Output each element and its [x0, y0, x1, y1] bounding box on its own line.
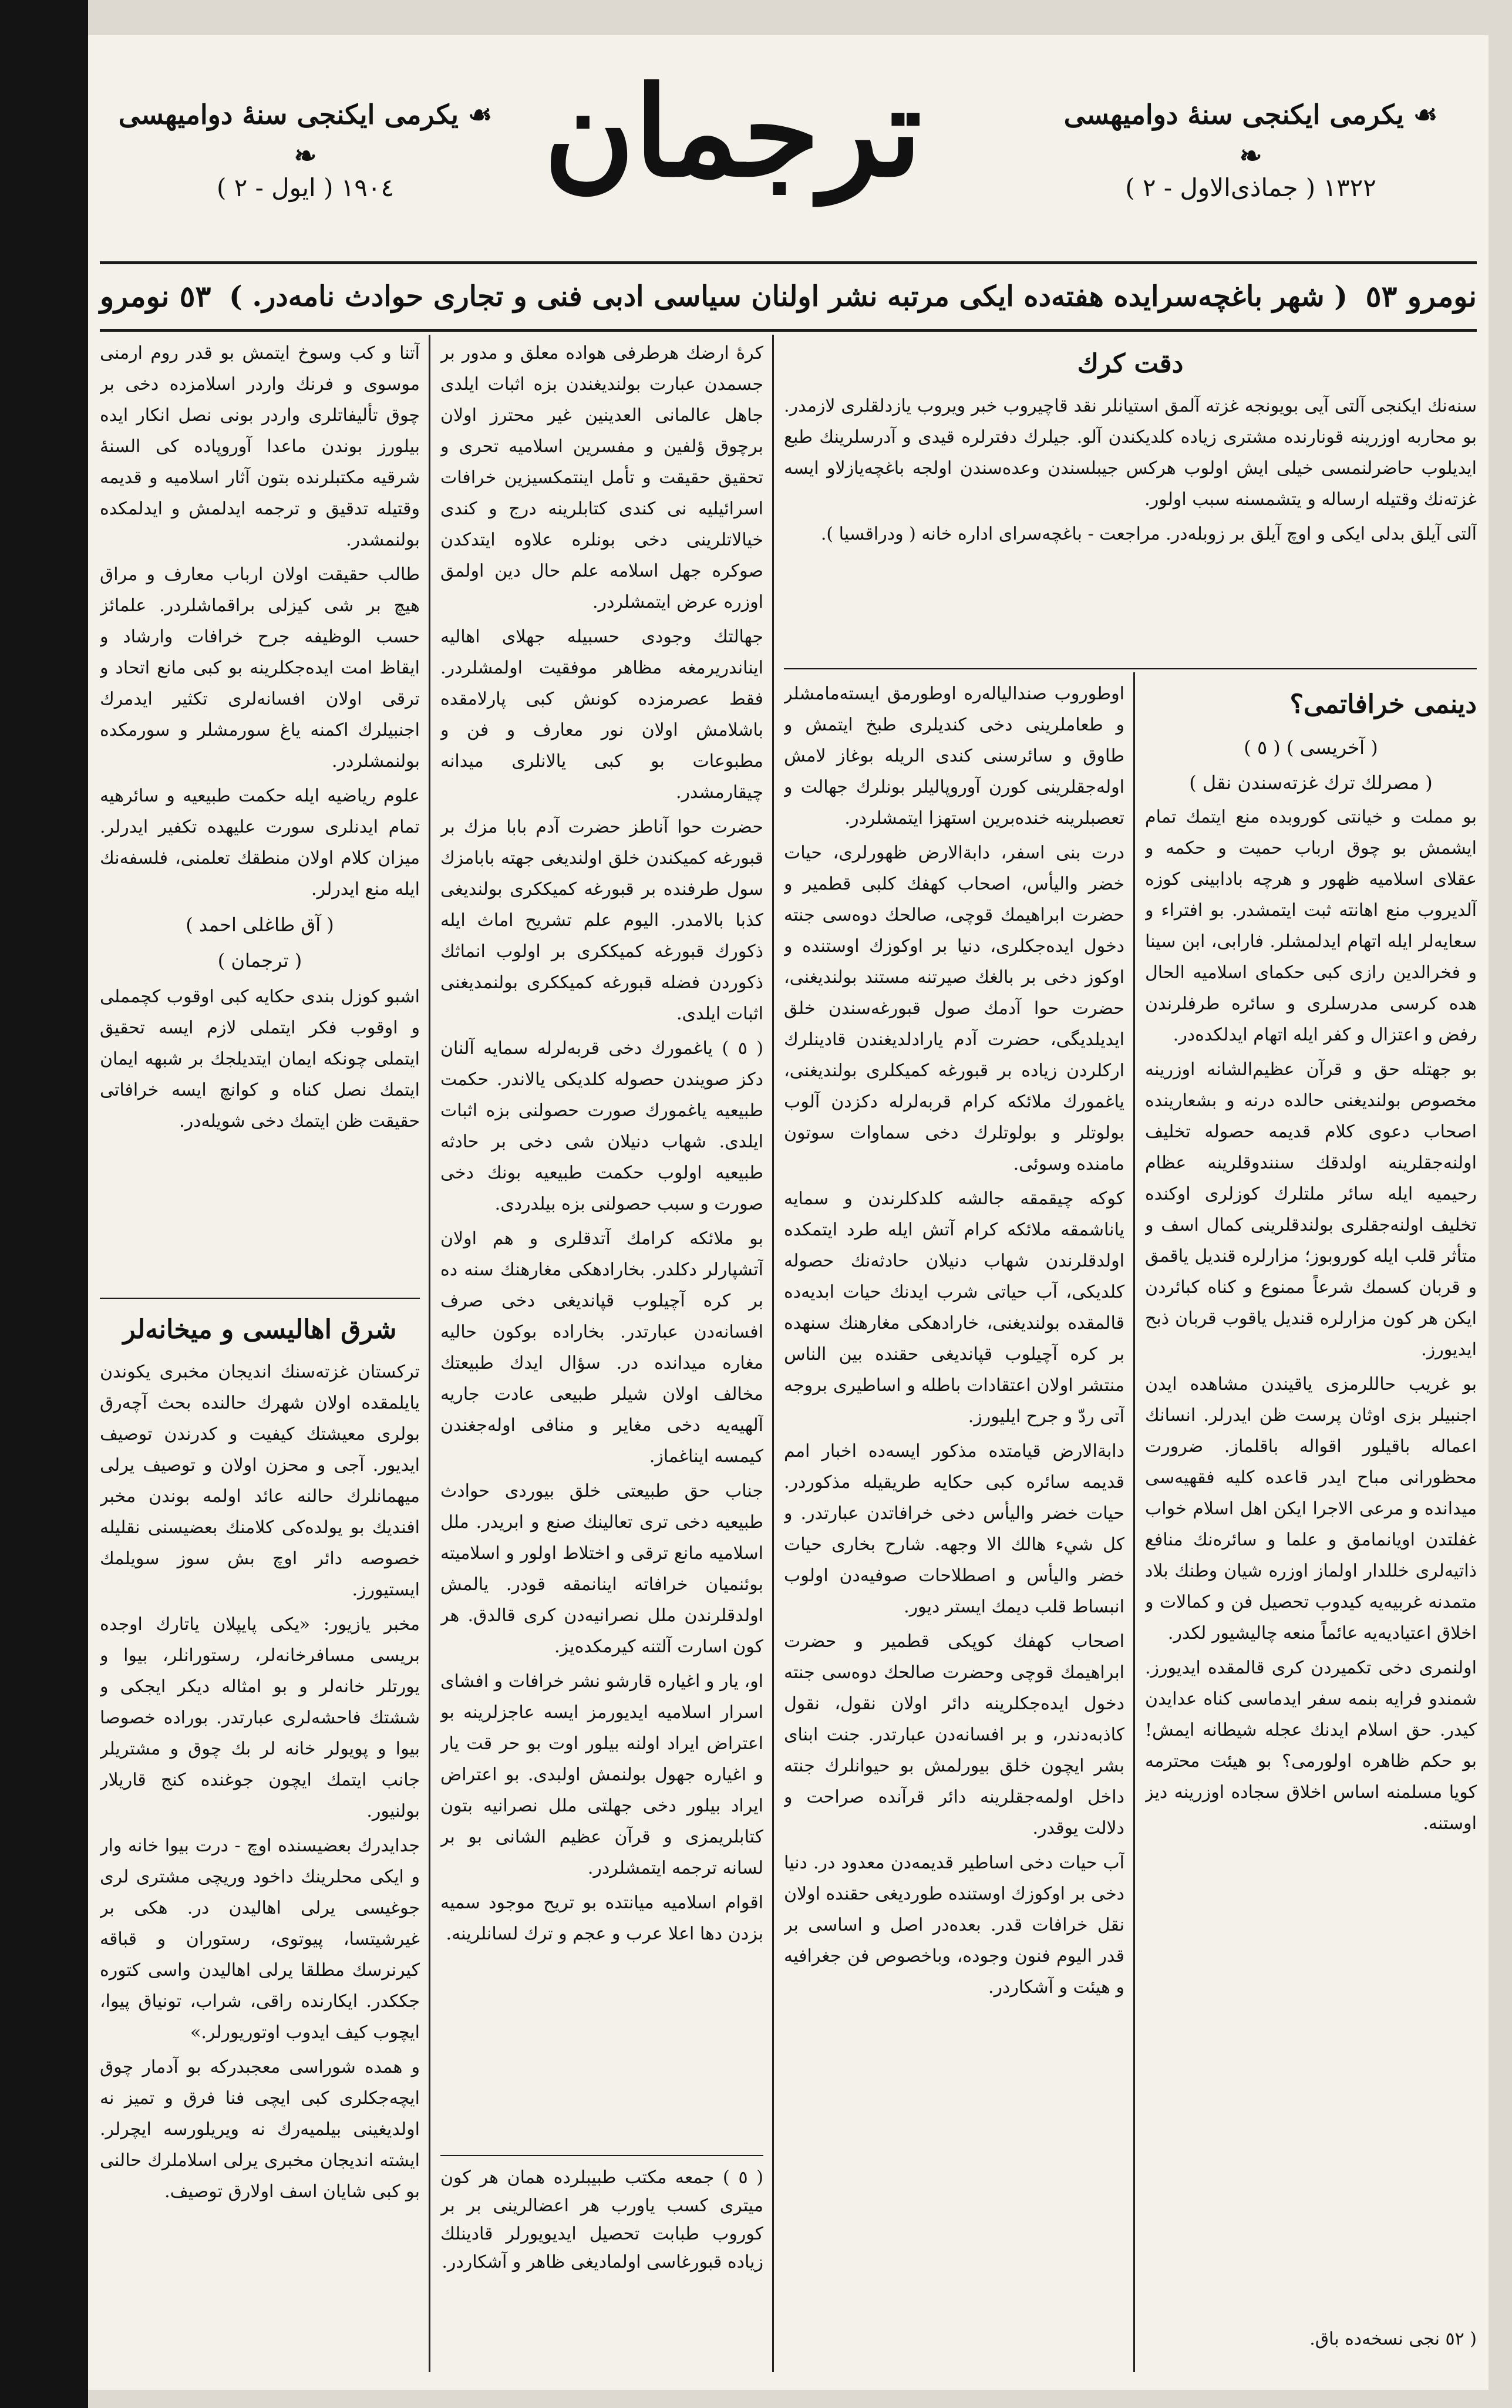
date-gregorian: ١٩٠٤ ( ايول - ٢ )	[216, 173, 395, 202]
column-rule	[1133, 672, 1135, 2372]
masthead-rule	[100, 261, 1477, 264]
issue-number-left: ٥٣ نومرو	[100, 279, 211, 314]
notice-box	[784, 338, 1477, 664]
article-paragraph: بو ملائكه كرامك آتدقلرى و هم اولان آتشپارلر دكلدر. بخارادهكى مغارهنك سنه ده بر كره آچيلوب قپانديغى دخى صرف افسانه‌دن عبارتدر. بخاراده بوكون حاليه مغاره ميدانده در. سؤال ايدك طبيعتك مخالف اولان شيلر طبيعى عادت جاريه آلهيه‌يه دخى مغاير و منافى اوله‌جغندن كيمسه ايناغماز.	[440, 1228, 763, 1467]
notice-rule	[784, 668, 1477, 669]
article-paragraph: او، يار و اغياره قارشو نشر خرافات و افشاى اسرار اسلاميه ايديورمز ايسه عاجزلرينه بو اعتراض ايراد اولنه بيلور اوت بو حر قت يار و اغياره جهول بولنمش اولبدى. بو اعتراض ايراد بيلور دخى جهلتى ملل نصرانيه بتون كتابلريمزى و قرآن عظيم الشانى بو بر لسانه ترجمه ايتمشلردر.	[440, 1671, 763, 1878]
scan-border	[0, 0, 88, 2408]
article-subheading: ( آخريسى ) ( ٥ )	[1244, 736, 1378, 759]
author-signature: ( آق طاغلى احمد )	[186, 914, 334, 936]
notice-text: سنه‌نك ايكنجى آلتى آيى بويونجه غزته آلمق استيانلر نقد قاچيروب خبر ويروب يازدلقلرى لازمدر. بو محاربه اوزرينه قونارنده مشترى زياده كلديكندن آلو. جيلرك دفترلره قيدى و آدرسلرينك طبع ايديلوب حاضرلنمسى خيلى ايش اولوب هركس جيبلسندن وعده‌سندن اولجه باغچه‌يازلاو ايسه غزته‌نك وقتيله ارساله و يتشمسنه سبب اولور.	[784, 396, 1477, 510]
banner-rule	[100, 329, 1477, 332]
editor-note: اشبو كوزل بندى حكايه كبى اوقوب كچمملى و اوقوب فكر ايتملى لازم ايسه تحقيق ايتملى چونكه ايمان ايتديلجك بر شبهه ايمان ايتمك نصل كناه و كوانچ ايسه خرافاتى حقيقت ظن ايتمك دخى شويله‌در.	[100, 986, 420, 1131]
article-continuation-col2	[784, 678, 1124, 2369]
notice-footer: آلتى آيلق بدلى ايكى و اوچ آيلق بر زوبله‌در. مراجعت - باغچه‌سراى اداره خانه ( ودراقسيا ).	[820, 524, 1477, 544]
banner-description: ( شهر باغچه‌سرايده هفته‌ده ايكى مرتبه نشر اولنان سياسى ادبى فنى و تجارى حوادث نامه‌در. )	[229, 280, 1348, 313]
article-source: ( مصرلك ترك غزته‌سندن نقل )	[1189, 772, 1433, 794]
article-continuation-col3	[440, 338, 763, 2149]
newspaper-page	[88, 35, 1489, 2390]
article2-heading: شرق اهاليسى و ميخانه‌لر	[123, 1315, 397, 1345]
article-paragraph: اصحاب كهفك كوپكى قطمير و حضرت ابراهيمك قوچى وحضرت صالحك دوه‌سى جنته دخول ايده‌جكلرينه دائر اولان نقول، نقول كاذبه‌دندر، و بر افسانه‌دن عبارتدر. جنت ابناى بشر ايچون خلق بيورلمش بو حيوانلرك جنته داخل اولمه‌جقلرينه دائر قرآنده صراحت و دلالت يوقدر.	[784, 1631, 1124, 1838]
editor-label: ( ترجمان )	[217, 949, 302, 972]
column-rule	[429, 335, 430, 2372]
article-paragraph: دابة‌الارض قيامتده مذكور ايسه‌ده اخبار امم قديمه سائره كبى حكايه طريقيله مذكوردر. حيات خضر واليأس دخى خرافاتدن عبارتدر. و كل شيء هالك الا وجهه. شارح بخارى حيات خضر واليأس و اصطلاحات صوفيه‌دن اولوب انبساط قلب ديمك ايستر ديور.	[784, 1441, 1124, 1617]
article-paragraph: و همده شوراسى معجبدركه بو آدمار چوق ايچه‌جكلرى كبى ايچى فنا فرق و تميز نه اولديغينى بيلميه‌رك نه ويريلورسه ايچرلر. ايشته انديجان مخبرى يرلى اسلاملرك حالنى بو كبى شايان اسف اولارق توصيف.	[100, 2057, 420, 2202]
article-paragraph: علوم رياضيه ايله حكمت طبيعيه و سائرهيه تمام ايدنلرى سورت عليهده تكفير ايدرلر. ميزان كلام اولان منطقك تعلمنى، فلسفه‌نك ايله منع ايدرلر.	[100, 786, 420, 900]
article-paragraph: حضرت حوا آناطز حضرت آدم بابا مزك بر قبورغه كميكندن خلق اولنديغى جهته بابامزك سول طرفنده بر قبورغه كميككرى بولنديغى كذبا بالامدر. اليوم علم تشريح اماث ايله ذكورك قبورغه كميككرى بر اولوب انماثك ذكوردن فضله قبورغه كميككرى بولنمديغنى اثبات ايلدى.	[440, 817, 763, 1024]
issue-number-right: نومرو ٥٣	[1365, 279, 1477, 314]
article-paragraph: بو غريب حاللرمزى ياقيندن مشاهده ايدن اجنبيلر بزى اوثان پرست ظن ايدرلر. انسانك اعماله باقيلور اقواله باقلماز. ضرورت محظورانى مباح ايدر قاعده كليه فقهيه‌سى ميدانده و مرعى الاجرا ايكن اهل اسلام خواب غفلتدن اويانمامق و علما و سائره‌نك منافع ذاتيه‌لرى خللدار اولماز اوزره شيان وطنك بلاد متمدنه غربيه‌يه كيدوب تحصيل فن و كمالات و اخلاق اعتياديه‌يه عائماً منعه چاليشيور لكدر.	[1145, 1374, 1477, 1643]
date-hijri: ١٣٢٢ ( جماذى‌الاول - ٢ )	[1125, 173, 1376, 202]
article-sharq-ahalisi	[100, 1304, 420, 2369]
article-paragraph: آتنا و كب وسوخ ايتمش بو قدر روم ارمنى موسوى و فرنك واردر اسلامزده دخى بر چوق تأليفاتلرى واردر بونى نصل انكار ايده بيلورز بوندن ماعدا آوروپاده كى السنهٔ شرقيه مكتبلرنده بتون آثار اسلاميه و قديمه وقتيله تدقيق و ترجمه ايدلمش و ايدلمكده بولنمشدر.	[100, 343, 420, 550]
article-paragraph: اوطوروب صندالياله‌ره اوطورمق ايسته‌مامشلر و طعاملرينى دخى كنديلرى طبخ ايتمش و طاوق و سائرسنى كندى الريله بوغاز لامش اوله‌جقلرينى كورن آوروپاليلر بونلرك جهالت و تعصبلرينه خنده‌برين استهزا ايتمشلردر.	[784, 683, 1124, 829]
article-paragraph: كوكه چيقمقه جالشه كلدكلرندن و سمايه ياناشمقه ملائكه كرام آتش ايله طرد ايتمكده اولدقلرندن شهاب دنيلان حادثه‌نك حصوله كلديكى، آب حياتى شرب ايدنك حيات ابديه‌ده قالمقده بولنديغنى، خارادهكى مغارهنك سنهده بر كره آچيلوب قپانديغى حقنده بين الناس منتشر اولان اعتقادات باطله و اساطيرى بروجه آتى ردّ و جرح ايليورز.	[784, 1188, 1124, 1427]
article-paragraph: مخبر يازيور: «يكى پايپلان ياتارك اوجده بريسى مسافرخانه‌لر، رستورانلر، بيوا و يورتلر خانه‌لر و بو امثاله ديكر ايجكى و ششتك فاحشه‌لرى عبارتدر. بوراده خصوصا بيوا و پويولر خانه لر بك چوق و مشتريلر جانب ايتمك ايچون جوغنده كنج قاريلار بولنيور.	[100, 1614, 420, 1821]
footer-note	[1145, 2325, 1477, 2366]
footnote-text: ( ٥ ) جمعه مكتب طبيبلرده همان هر كون ميترى كسب ياورب هر اعضالرينى بر بر كوروب طبابت تحصيل ايديويورلر قادينلك زياده قبورغاسى اولماديغى ظاهر و آشكاردر.	[440, 2167, 763, 2272]
article-paragraph: جناب حق طبيعتى خلق بيوردى حوادث طبيعيه دخى ترى تعالينك صنع و ابريدر. ملل اسلاميه مانع ترقى و اختلاط اولور و اسلاميته بوئنميان خرافاته اينانمقه قودر. يالمش اولدقلرندن ملل نصرانيه‌دن كرى قالدق. هر كون اسارت آلتنه كيرمكده‌يز.	[440, 1481, 763, 1657]
footnote-rule	[440, 2155, 763, 2156]
article-paragraph: جدايدرك بعضيسنده اوچ - درت بيوا خانه وار و ايكى محلرينك داخود وريچى مشترى لرى جوغيسى يرلى اهاليدن در. هكى بر غيرشيتسا، پيوتوى، رستوران و قباقه كيرنرسك مطلقا يرلى اهاليدن واسى كتوره جككدر. ايكارنده راقى، شراب، تونياق پيوا، ايچوب كيف ايدوب اوتوريورلر.»	[100, 1836, 420, 2043]
article-paragraph: درت بنى اسفر، دابة‌الارض ظهورلرى، حيات خضر واليأس، اصحاب كهفك كلبى قطمير و حضرت ابراهيمك قوچى، صالحك دوه‌سى جنته دخول ايده‌جكلرى، دنيا بر اوكوزك اوستنده و اوكوز دخى بر بالغك صيرتنه مستند بولنديغنى، حضرت حوا آدمك صول قبورغه‌سندن خلق ايديلديگى، حضرت آدم يارادلديغندن قادينلرك اركلردن زياده بر قبورغه كميكلرى بولنديغنى، ياغمورك ملائكه كرام قربه‌لرله دكزدن آلوب بولوتلر و بولوتلرك دخى سماوات سوتون مامنده وسوئى.	[784, 843, 1124, 1174]
edition-line-left: ☙ يكرمى ايكنجى سنهٔ دواميهسى ❧	[118, 99, 493, 171]
article-paragraph: كرهٔ ارضك هرطرفى هواده معلق و مدور بر جسمدن عبارت بولنديغندن بزه اثبات ايلدى جاهل عالمانى العدينين غير محترز اولان برچوق ؤلفين و مفسرين اسلاميه تحرى و تحقيق حقيقت و تأمل اينتمكسيزين خرافات اسرائيليه نى كندى كتابلرينه درج و كندى خيالاتلرينى دخى بونلره علاوه ايتدكدن صوكره جهل اسلامه علم حال دين اولمق اوزره عرض ايتمشلردر.	[440, 343, 763, 612]
footnote-text: ( ٥٢ نجى نسخه‌ده باق.	[1309, 2329, 1477, 2349]
article-paragraph: جهالتك وجودى حسبيله جهلاى اهاليه ايناندريرمغه مظاهر موفقيت اولمشلردر. فقط عصرمزده كونش كبى پارلامقده باشلامش اولان نور معارف و فن و مطبوعات بو كبى يالانلرى ميدانه چيقارمشدر.	[440, 627, 763, 803]
col3-footnote	[440, 2164, 763, 2369]
article-heading: دينمى خرافاتمى؟	[1289, 689, 1477, 719]
article-paragraph: آب حيات دخى اساطير قديمه‌دن معدود در. دنيا دخى بر اوكوزك اوستنده طورديغى حقنده اولان نقل خرافات قدر. بعده‌در اصل و اساسى بر قدر اليوم فنون وجوده، وباخصوص فن جغرافيه و هيئت و آشكاردر.	[784, 1853, 1124, 1998]
notice-heading: دقت كرك	[1077, 349, 1184, 379]
article-paragraph: بو مملت و خيانتى كوروبده منع ايتمك تمام ايشمش بو چوق ارباب حميت و حكمه و عقلاى اسلاميه ظهور و هرچه بادابينى كوزه آلديروب منع اهانته ثبت ايتمشدر. بو افتراء و سعايه‌لر ايله اتهام ايدلمشلر. فارابى، ابن سينا و فخرالدين رازى كبى حكماى اسلاميه الحال هده كرسى مدرسلرى و سائره طرفلرندن رفض و اعتزال و كفر ايله اتهام ايدلكده‌در.	[1145, 807, 1477, 1045]
column-rule	[772, 335, 774, 2372]
article-paragraph: طالب حقيقت اولان ارباب معارف و مراق هيچ بر شى كيزلى براقماشلردر. علمائز حسب الوظيفه جرح خرافات وارشاد و ايقاظ امت ايده‌جكلرينه بو كبى مانع اتحاد و ترقى اولان افسانه‌لرى تكثير ايدمرك اجنبيلرك اكمنه ياغ سورمشلر و سورمكده بولنمشلردر.	[100, 564, 420, 772]
article-paragraph: بو جهتله حق و قرآن عظيم‌الشانه اوزرينه مخصوص بولنديغنى حالده درنه و بشعارينده اصحاب دعوى كلام قديمه حصوله تخليف اولنه‌جقلرينه اولدقك سنندو‌قلرينه عظام رحيميه ايله سائر ملتلرك كوزلرى اوكنده تخليف اولنه‌جقلرى بولندقلرينى كمال اسف و متأثر قلب ايله كوروبوز؛ مزارلره قنديل ياقمق و قربان كسمك شرعاً ممنوع و كناه كبائردن ايكن هر كون مزارلره قنديل ياقوب قربان ذبح ايديورز.	[1145, 1059, 1477, 1360]
newspaper-title: ترجمان	[544, 59, 922, 204]
article-paragraph: ( ٥ ) ياغمورك دخى قربه‌لرله سمايه آلنان دكز صويندن حصوله كلديكى يالاندر. حكمت طبيعيه ياغمورك صورت حصولنى بزه اثبات ايلدى. شهاب دنيلان شى دخى بر حادثه طبيعيه اولوب حكمت طبيعيه بونك دخى صورت و سبب حصولنى بزه بيلدردى.	[440, 1038, 763, 1214]
section-rule	[100, 1298, 420, 1299]
article-paragraph: اقوام اسلاميه ميانتده بو تريح موجود سميه بزدن دها اعلا عرب و عجم و ترك لسانلرينه.	[440, 1892, 763, 1944]
edition-line-right: ☙ يكرمى ايكنجى سنهٔ دواميهسى ❧	[1063, 99, 1438, 171]
article-paragraph: تركستان غزته‌سنك انديجان مخبرى يكوندن يايلمقده اولان شهرك حالنده بحث آچه‌رق بولرى معيشتك كيفيت و كدرندن توصيف ايديور. آجى و محزن اولان و توصيف يرلى ميهمانلرك حالنه عائد اولمه بوندن مخبر افنديك بو يولده‌كى كلامنك بعضيسنى نقليله خصوصه دائر اوچ بش سوز سويلمك ايستيورز.	[100, 1362, 420, 1600]
article-continuation-col4	[100, 338, 420, 1289]
article-paragraph: اولنمرى دخى تكميردن كرى قالمقده ايديورز. شمندو فرايه بنمه سفر ايدماسى كناه عدايدن كيدر. حق اسلام ايدنك عجله شيطانه ايمش! بو حكم ظاهره اولورمى؟ بو هيئت محترمه كويا مسلمنه اساس اخلاق سجاده اوزرينه ديز اوستنه.	[1145, 1658, 1477, 1834]
article-dini-mi-khurafat-mi	[1145, 678, 1477, 2305]
